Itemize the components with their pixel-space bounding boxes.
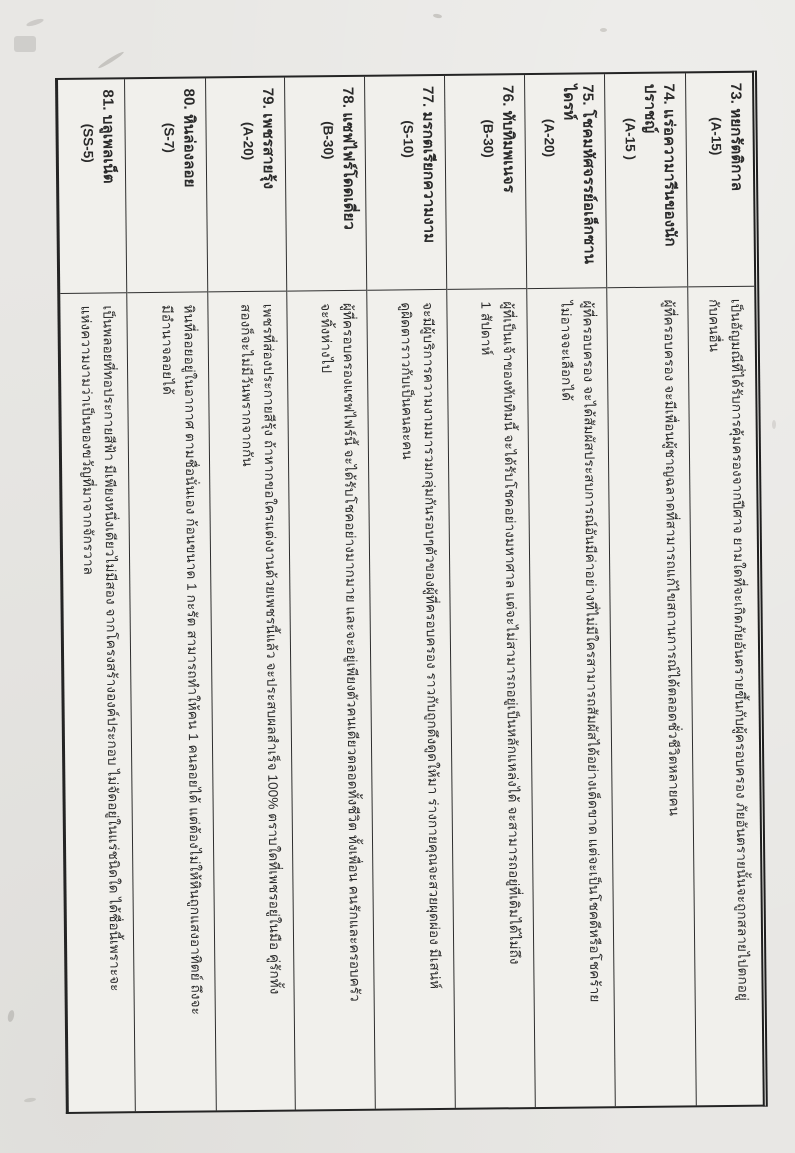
table-row-80	[124, 78, 216, 1111]
item-code: (A-20)	[541, 118, 557, 158]
item-description: ผู้ที่เป็นเจ้าของทับทิมนี้ จะได้รับโชคอย่างมหาศาล แต่จะไม่สามารถอยู่เป็นหลักแหล่งได้ จะสามารถอยู่ที่เดิมได้ไม่ถึง 1 สัปดาห์	[478, 301, 523, 965]
item-name-cell	[58, 79, 126, 294]
item-name: 77. มรกตเรียกความงาม	[419, 86, 438, 244]
scan-smudge	[97, 50, 125, 69]
scan-smudge	[772, 420, 776, 429]
item-name: 81. บลูเพลเน็ต	[99, 89, 118, 184]
item-name: 75. โชคมหัศจรรย์อเล็กซานไดรท์	[560, 84, 598, 265]
table-row-79	[205, 78, 295, 1111]
table-row-81	[58, 79, 135, 1112]
item-code: (A-15 )	[622, 117, 638, 161]
item-name: 79. เพชรสายรุ้ง	[259, 87, 278, 190]
scan-smudge	[24, 1097, 36, 1103]
item-description: เป็นอัญมณีที่ได้รับการคุ้มครองจากปีศาจ ยามใดที่จะเกิดภัยอันตรายขึ้นกับผู้ครอบครอง ภัยอันตรายนั้นจะถูกสลายไปตกอยู่ กับคนอื่น	[706, 298, 751, 1001]
item-name-cell	[686, 73, 754, 288]
item-code: (SS-5)	[80, 123, 96, 163]
item-code: (A-20)	[240, 121, 256, 161]
rotation-wrapper	[55, 71, 768, 1114]
table-row-73	[685, 73, 763, 1106]
item-description: จะมีผู้บริการความงามมารวมกลุ่มกันรอบๆตัวของผู้ที่ครอบครอง ราวกับถูกดึงดูดให้มา ร่างกายคุณจะสวยผุดผ่อง มีเสน่ห์ ดูผิดตาราวกับเป็นคนละคน	[398, 302, 443, 990]
item-description: เป็นพลอยที่ทอประกายสีฟ้า มีเพียงหนึ่งเดียวไม่มีสอง จากโครงสร้างองค์ประกอบ ไม่จัดอยู่ในแร่ชนิดใด ได้ชื่อนี้เพราะจะ แห่งความงามว่าเป็นของขวัญที่มาจากจักรวาล	[78, 305, 123, 992]
scan-smudge	[26, 17, 45, 27]
item-name-cell	[365, 76, 446, 291]
item-name-cell	[206, 78, 286, 293]
item-name-cell	[285, 77, 366, 292]
item-description: เพชรที่ส่องประกายสีรุ้ง ถ้าหากขอใครแต่งงานด้วยเพชรนี้แล้ว จะประสบผลสำเร็จ 100% ตราบใดที่เพชรอยู่ในมือ คู่รักทั้ง สองก็จะไม่มีวันพรากจากกัน	[238, 303, 283, 995]
item-name: 80. หินล่องลอย	[180, 88, 199, 188]
scan-smudge	[600, 28, 607, 32]
table-row-77	[364, 76, 455, 1109]
scan-smudge	[14, 36, 36, 52]
item-code: (A-15)	[708, 117, 724, 156]
table-row-75	[524, 74, 615, 1107]
gem-items-table	[55, 71, 768, 1114]
item-code: (S-10)	[400, 120, 416, 158]
item-description: ผู้ที่ครอบครอง จะมีเพื่อนผู้ชาญฉลาดที่สามารถแก้ไขสถานการณ์ได้ตลอดชั่วชีวิตหลายคน	[661, 299, 682, 817]
table-row-78	[284, 77, 375, 1110]
item-description: หินที่ลอยอยู่ในอากาศ ตามชื่อนั่นเอง ก้อนขนาด 1 กะรัต สามารถทำให้คน 1 คนลอยได้ แต่ต้องไม่ให้หินถูกแสงอาทิตย์ ถึงจะ มีอำนาจลอยได้	[159, 304, 204, 1016]
item-name: 73. หยกรัตติกาล	[727, 82, 746, 192]
scan-smudge	[7, 1010, 15, 1023]
item-name: 76. ทับทิมพเนจร	[499, 85, 518, 193]
item-code: (B-30)	[320, 121, 336, 160]
table-row-76	[444, 75, 535, 1108]
item-name-cell	[605, 73, 687, 288]
item-name-cell	[525, 74, 606, 289]
item-name: 78. แซฟไฟร์โดดเดี่ยว	[339, 86, 358, 231]
rotated-table-area	[55, 78, 759, 1114]
item-name-cell	[445, 75, 526, 290]
item-description: ผู้ที่ครอบครองแซฟไฟร์นี้ จะได้รับโชคอย่างมากมาย และจะอยู่เพียงตัวคนเดียวตลอดทั้งชีวิต ทั้งเพื่อน คนรักและครอบครัว จะทิ้งห่างไป	[318, 302, 363, 1002]
item-name: 74. แร่อความารีนของนักปราชญ์	[641, 83, 679, 247]
item-code: (B-30)	[480, 119, 496, 158]
item-description: ผู้ที่ครอบครอง จะได้สัมผัสประสบการณ์อันมีค่าอย่างที่ไม่มีใครสามารถสัมผัสได้อย่างเด็ดขาด แต่จะเป็นโชคดีหรือโชคร้าย ไม่อาจจะเลือกได้	[558, 300, 603, 1003]
item-name-cell	[125, 78, 207, 293]
item-code: (S-7)	[161, 122, 177, 153]
table-row-74	[604, 73, 696, 1106]
scan-smudge	[433, 13, 443, 19]
